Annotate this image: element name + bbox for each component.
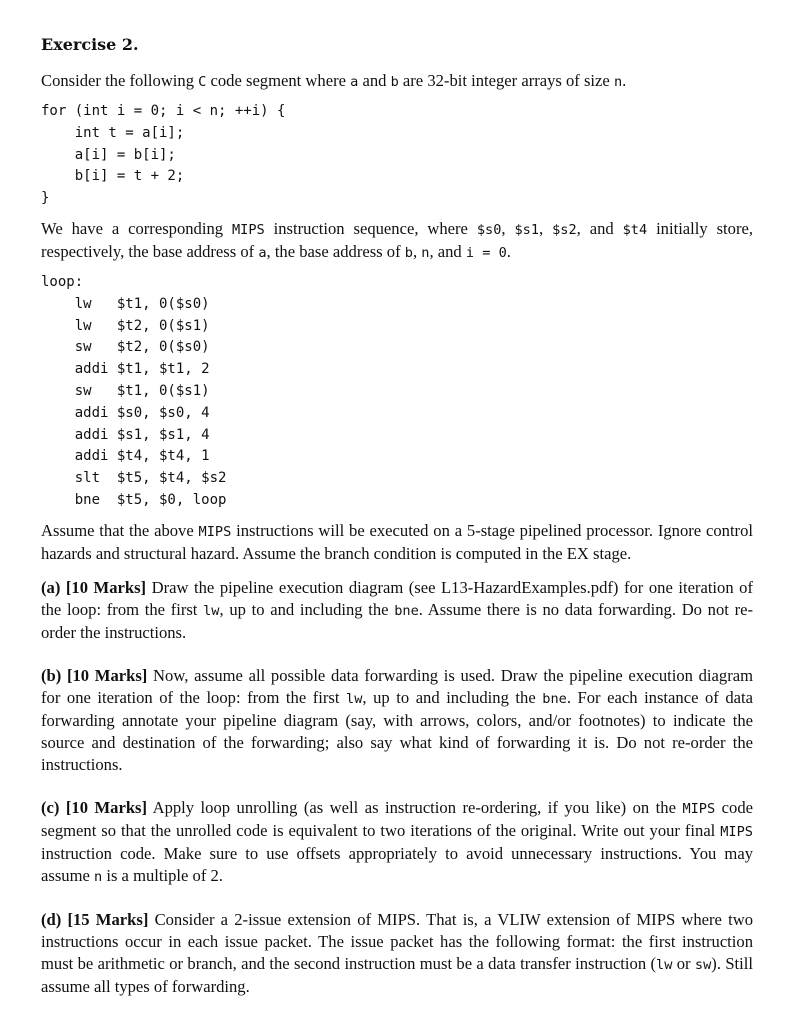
exercise-title: Exercise 2. [41, 35, 139, 54]
code-line: addi $t4, $t4, 1 [41, 448, 210, 465]
code-line: sw $t1, 0($s1) [41, 382, 210, 399]
code-line: for (int i = 0; i < n; ++i) { [41, 103, 286, 119]
code-line: loop: [41, 273, 84, 290]
intro-paragraph: Consider the following C code segment where a and b are 32-bit integer arrays of size n. [41, 71, 627, 90]
code-line: a[i] = b[i]; [41, 146, 176, 163]
code-line: lw $t2, 0($s1) [41, 317, 210, 334]
code-line: addi $s0, $s0, 4 [41, 404, 210, 421]
code-line: } [41, 190, 50, 207]
part-b: (b) [10 Marks] Now, assume all possible data forwarding is used. Draw the pipeline execution diagram for one iteration of the loop: from the first lw, up to and including the bne. For each instance of data forwarding annotate your pipeline diagram (say, with arrows, colors, and/or footnotes) to indicate the source and destination of the forwarding; also say what kind of forwarding it is. Do not re-order the instructions. [41, 665, 754, 774]
code-line: int t = a[i]; [41, 124, 185, 141]
mips-code-block [41, 272, 753, 512]
part-d-label: (d) [15 Marks] [41, 909, 149, 929]
part-c-label: (c) [10 Marks] [41, 797, 148, 817]
assumption-paragraph: Assume that the above MIPS instructions will be executed on a 5-stage pipelined processor. Ignore control hazards and structural hazard. Assume the branch condition is computed in the EX stage. [41, 520, 753, 563]
c-code-block [41, 101, 753, 210]
part-a: (a) [10 Marks] Draw the pipeline execution diagram (see L13-HazardExamples.pdf) for one iteration of the loop: from the first lw, up to and including the bne. Assume there is no data forwarding. Do not re-order the instructions. [41, 577, 753, 642]
part-c: (c) [10 Marks] Apply loop unrolling (as well as instruction re-ordering, if you like) on the MIPS code segment so that the unrolled code is equivalent to two iterations of the original. Write out your final MIPS instruction code. Make sure to use offsets appropriately to avoid unnecessary instructions. You may assume n is a multiple of 2. [41, 797, 753, 885]
code-line: addi $t1, $t1, 2 [41, 361, 210, 378]
document-page [41, 34, 753, 998]
code-line: sw $t2, 0($s0) [41, 339, 210, 356]
part-d: (d) [15 Marks] Consider a 2-issue extension of MIPS. That is, a VLIW extension of MIPS where two instructions occur in each issue packet. The issue packet has the following format: the first instruction must be arithmetic or branch, and the second instruction must be a data transfer instruction (lw or sw). Still assume all types of forwarding. [41, 909, 754, 996]
mips-intro-paragraph: We have a corresponding MIPS instruction sequence, where $s0, $s1, $s2, and $t4 initially store, respectively, the base address of a, the base address of b, n, and i = 0. [41, 218, 754, 261]
code-line: lw $t1, 0($s0) [41, 295, 210, 312]
part-b-label: (b) [10 Marks] [41, 665, 148, 685]
code-line: addi $s1, $s1, 4 [41, 426, 210, 443]
code-line: b[i] = t + 2; [41, 168, 185, 185]
part-a-label: (a) [10 Marks] [41, 577, 147, 597]
code-line: slt $t5, $t4, $s2 [41, 470, 227, 487]
code-line: bne $t5, $0, loop [41, 491, 227, 508]
